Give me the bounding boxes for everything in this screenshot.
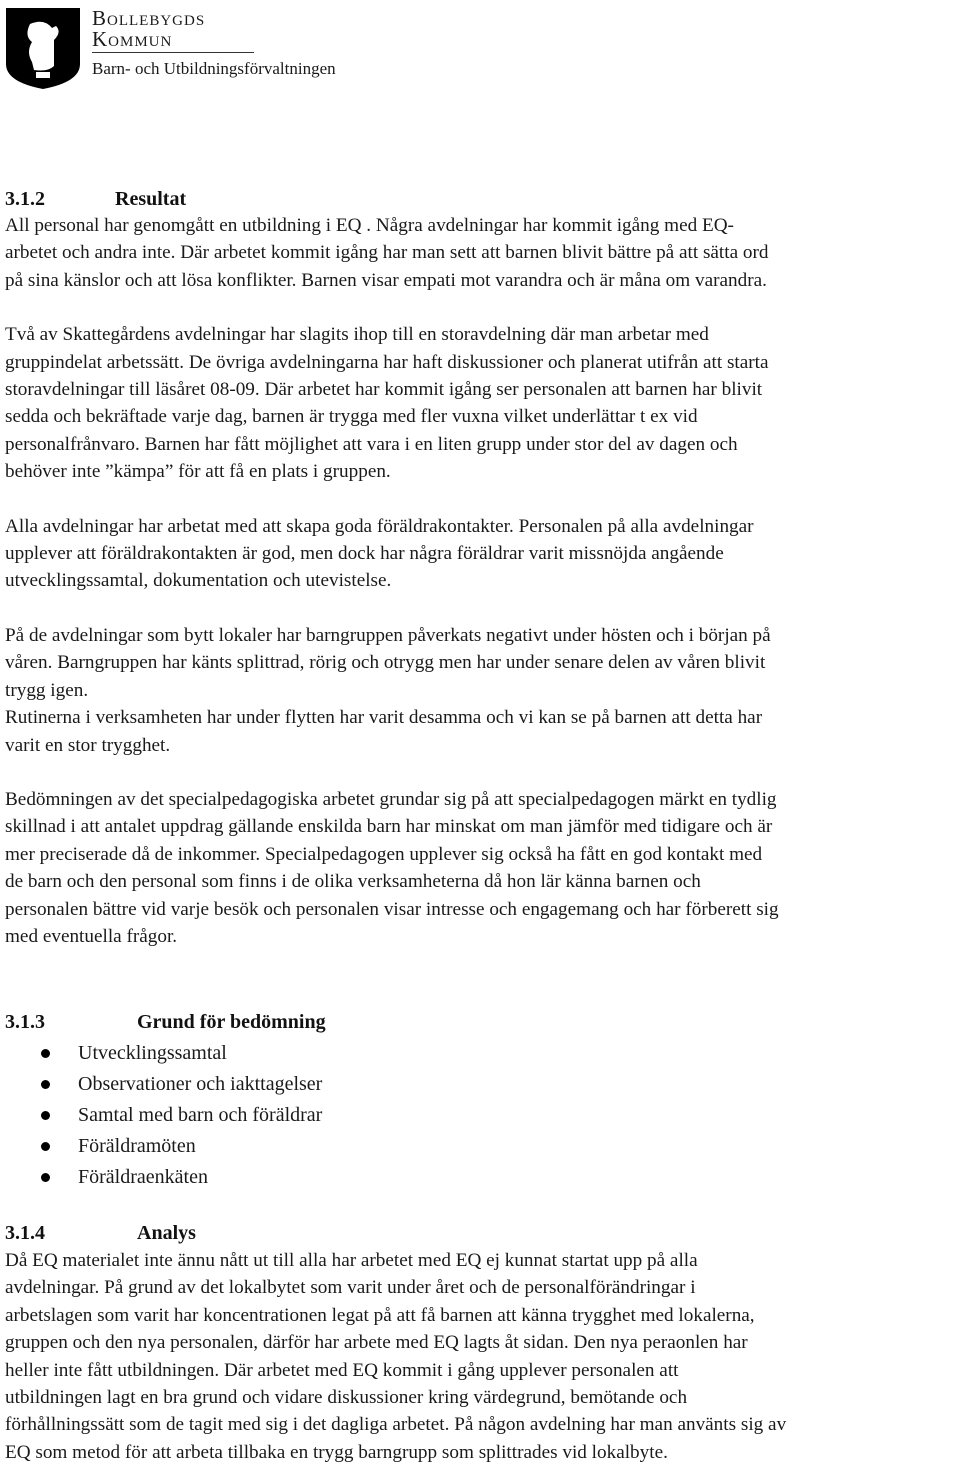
list-item bbox=[5, 1162, 322, 1193]
text-line: utbildningen lagt en bra grund och vidare diskussioner kring värdegrund, bemötande och bbox=[5, 1387, 688, 1409]
text-line: mer preciserade då de inkommer. Specialpedagogen upplever sig också ha fått en god kontakt med bbox=[5, 843, 763, 865]
text-line: avdelningar. På grund av det lokalbytet som varit under året och de personalförändringar i bbox=[5, 1277, 696, 1299]
text-line: upplever att föräldrakontakten är god, men dock har några föräldrar varit missnöjda angående bbox=[5, 543, 724, 565]
text-line: Då EQ materialet inte ännu nått ut till alla har arbetet med EQ ej kunnat startat upp på alla bbox=[5, 1250, 698, 1271]
text-line: Alla avdelningar har arbetat med att skapa goda föräldrakontakter. Personalen på alla avdelningar bbox=[5, 515, 754, 537]
bullet-icon bbox=[41, 1173, 50, 1182]
text-line: På de avdelningar som bytt lokaler har barngruppen påverkats negativt under hösten och i början på bbox=[5, 624, 771, 646]
list-item bbox=[5, 1100, 322, 1131]
letterhead-divider bbox=[92, 52, 254, 53]
list-item-label: Samtal med barn och föräldrar bbox=[78, 1104, 323, 1126]
text-line: utvecklingssamtal, dokumentation och utevistelse. bbox=[5, 570, 392, 592]
list-item bbox=[5, 1069, 322, 1100]
section-heading-3-1-4 bbox=[5, 1220, 196, 1246]
section-number: 3.1.4 bbox=[5, 1222, 45, 1244]
section-number: 3.1.3 bbox=[5, 1011, 45, 1033]
section-body-3-1-2 bbox=[5, 212, 959, 950]
text-line: EQ som metod för att arbeta tillbaka en trygg barngrupp som splittrades vid lokalbyte. bbox=[5, 1441, 668, 1463]
organization-name-line1: Bollebygds bbox=[92, 6, 206, 30]
paragraph bbox=[5, 786, 959, 950]
text-line: All personal har genomgått en utbildning i EQ . Några avdelningar har kommit igång med EQ- bbox=[5, 215, 734, 236]
organization-name bbox=[92, 8, 205, 50]
text-line: Bedömningen av det specialpedagogiska arbetet grundar sig på att specialpedagogen märkt en tydlig bbox=[5, 788, 777, 810]
bullet-icon bbox=[41, 1142, 50, 1151]
text-line: de barn och den personal som finns i de olika verksamheterna då hon lär känna barnen och bbox=[5, 871, 701, 893]
paragraph bbox=[5, 1247, 959, 1466]
paragraph bbox=[5, 212, 959, 294]
organization-name-line2: Kommun bbox=[92, 27, 173, 51]
text-line: heller inte fått utbildningen. Där arbetet med EQ kommit i gång upplever personalen att bbox=[5, 1359, 679, 1381]
text-line: våren. Barngruppen har känts splittrad, rörig och otrygg men har under senare delen av våren blivit bbox=[5, 652, 766, 674]
list-item bbox=[5, 1038, 322, 1069]
municipality-crest-icon bbox=[4, 6, 82, 90]
text-line: trygg igen. bbox=[5, 679, 89, 701]
list-item-label: Föräldramöten bbox=[78, 1135, 196, 1157]
list-item-label: Observationer och iakttagelser bbox=[78, 1073, 323, 1095]
department-name: Barn- och Utbildningsförvaltningen bbox=[92, 59, 336, 78]
bullet-icon bbox=[41, 1049, 50, 1058]
bullet-list bbox=[5, 1038, 322, 1193]
text-line: sedda och bekräftade varje dag, barnen är trygga med fler vuxna vilket underlättar t ex vid bbox=[5, 406, 698, 428]
section-body-3-1-4 bbox=[5, 1247, 959, 1466]
section-number: 3.1.2 bbox=[5, 188, 45, 210]
section-heading-3-1-2 bbox=[5, 186, 187, 212]
text-line: personalen bättre vid varje besök och personalen visar intresse och engagemang och har förberett sig bbox=[5, 898, 779, 920]
text-line: Två av Skattegårdens avdelningar har slagits ihop till en storavdelning där man arbetar med bbox=[5, 324, 709, 346]
section-title: Resultat bbox=[115, 188, 187, 210]
text-line: behöver inte ”kämpa” för att få en plats i gruppen. bbox=[5, 461, 391, 483]
list-item-label: Utvecklingssamtal bbox=[78, 1042, 227, 1064]
text-line: Rutinerna i verksamheten har under flytten har varit desamma och vi kan se på barnen att detta har bbox=[5, 707, 763, 729]
bullet-icon bbox=[41, 1080, 50, 1089]
text-line: varit en stor trygghet. bbox=[5, 734, 171, 756]
list-item bbox=[5, 1131, 322, 1162]
text-line: förhållningssätt som de tagit med sig i det dagliga arbetet. På någon avdelning har man använts sig av bbox=[5, 1414, 787, 1436]
paragraph bbox=[5, 622, 959, 759]
paragraph bbox=[5, 513, 959, 595]
text-line: arbetslagen som varit har koncentrationen legat på att få barnen att känna trygghet med lokalerna, bbox=[5, 1304, 755, 1326]
text-line: personalfrånvaro. Barnen har fått möjlighet att vara i en liten grupp under stor del av dagen och bbox=[5, 433, 738, 455]
text-line: skillnad i att antalet uppdrag gällande enskilda barn har minskat om man jämför med tidigare och är bbox=[5, 816, 773, 838]
section-heading-3-1-3 bbox=[5, 1009, 326, 1035]
text-line: gruppindelat arbetssätt. De övriga avdelningarna har haft diskussioner och planerat utifrån att starta bbox=[5, 351, 769, 373]
text-line: gruppen och den nya personalen, därför har arbete med EQ lagts åt sidan. Den nya peraonlen har bbox=[5, 1332, 748, 1354]
letterhead bbox=[4, 6, 404, 92]
list-item-label: Föräldraenkäten bbox=[78, 1166, 208, 1188]
section-title: Analys bbox=[137, 1222, 196, 1244]
bullet-icon bbox=[41, 1111, 50, 1120]
section-title: Grund för bedömning bbox=[137, 1011, 326, 1033]
paragraph bbox=[5, 321, 959, 485]
text-line: arbetet och andra inte. Där arbetet kommit igång har man sett att barnen blivit bättre på att sätta ord bbox=[5, 242, 769, 264]
text-line: med eventuella frågor. bbox=[5, 925, 178, 947]
text-line: på sina känslor och att lösa konflikter. Barnen visar empati mot varandra och är måna om varandra. bbox=[5, 269, 767, 291]
text-line: storavdelningar till läsåret 08-09. Där arbetet har kommit igång ser personalen att barnen har blivit bbox=[5, 379, 763, 401]
